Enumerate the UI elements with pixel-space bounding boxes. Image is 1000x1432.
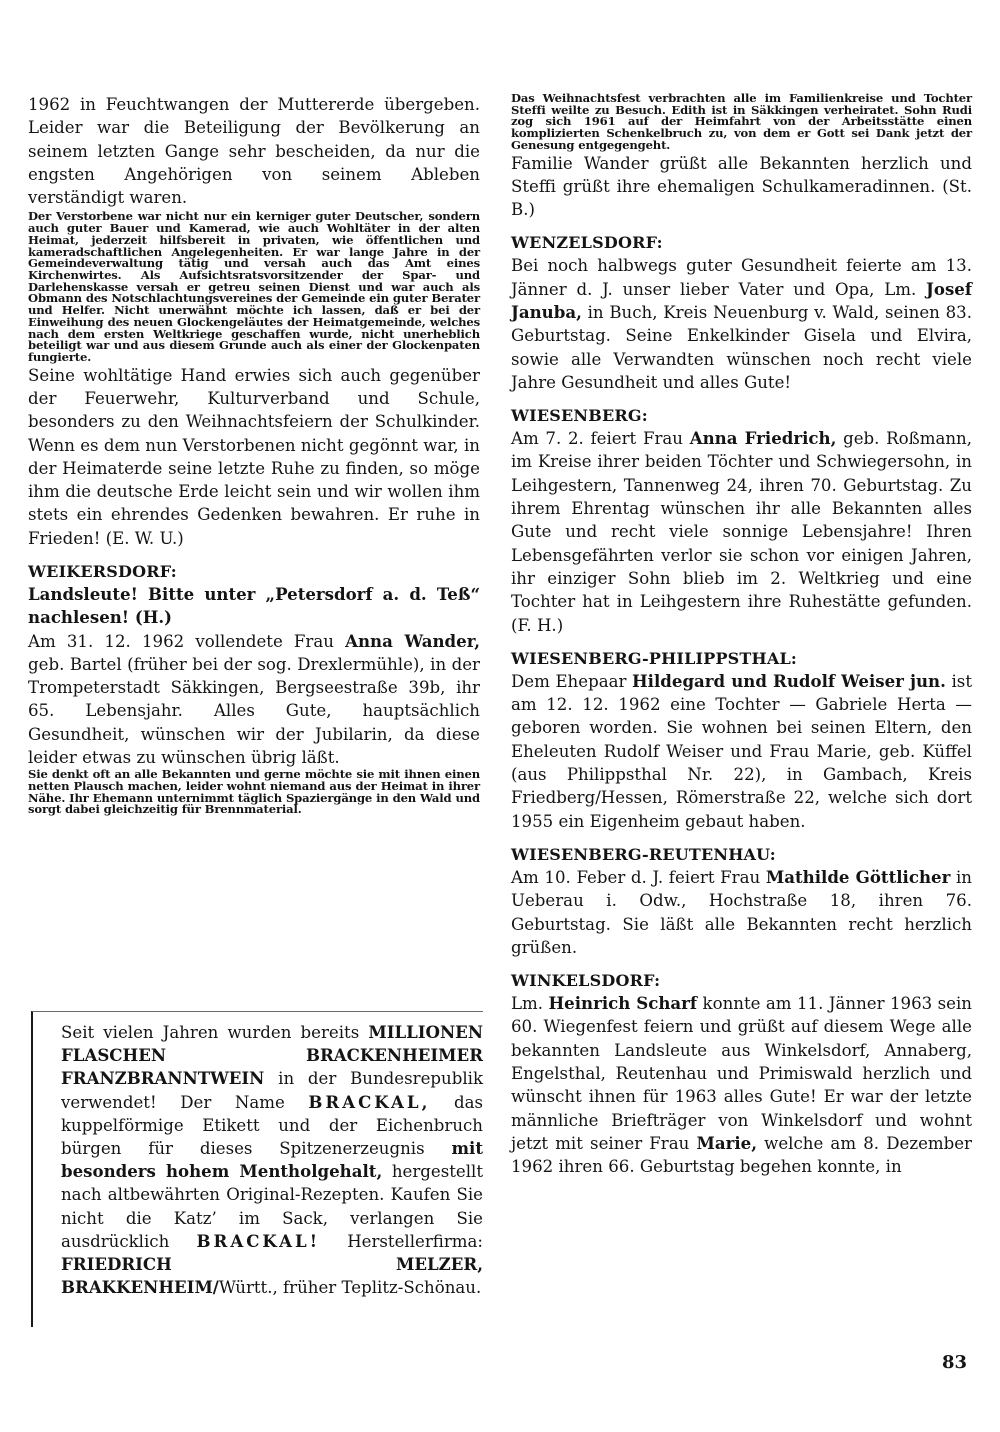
heading-wiesenberg-philippsthal: WIESENBERG-PHILIPPSTHAL: bbox=[511, 648, 798, 668]
ad-manufacturer: FRIEDRICH MELZER, BRAKKENHEIM/ bbox=[61, 1254, 483, 1298]
weikersdorf-paragraph-2: Sie denkt oft an alle Bekannten und gerne möchte sie mit ihnen einen netten Plausch machen, leider wohnt niemand aus der Heimat in ihrer Nähe. Ihr Ehemann unternimmt täglich Spaziergänge in den Wald und sorgt dabei gleichzeitig für Brennmaterial. bbox=[28, 767, 480, 817]
name-mathilde-goettlicher: Mathilde Göttlicher bbox=[765, 866, 951, 887]
name-heinrich-scharf: Heinrich Scharf bbox=[548, 993, 698, 1014]
name-anna-wander: Anna Wander, bbox=[345, 630, 481, 651]
weikersdorf-notice: Landsleute! Bitte unter „Petersdorf a. d. Teß“ nachlesen! (H.) bbox=[28, 584, 480, 628]
obituary-paragraph-3: Seine wohltätige Hand erwies sich auch gegenüber der Feuerwehr, Kulturverband und Schule, besonders zu den Weihnachtsfeiern der Schulkinder. Wenn es dem nun Verstorbenen nicht gegönnt war, in der Heimaterde seine letzte Ruhe zu finden, so möge ihm die deutsche Erde leicht sein und wir wollen ihm stets ein ehrendes Gedenken bewahren. Er ruhe in Frieden! (E. W. U.) bbox=[28, 365, 480, 548]
weikersdorf-paragraph-1: Am 31. 12. 1962 vollendete Frau Anna Wander, geb. Bartel (früher bei der sog. Drexlermühle), in der Trompeterstadt Säkkingen, Bergseestraße 39b, ihr 65. Lebensjahr. Alles Gute, hauptsächlich Gesundheit, wünschen wir der Jubilarin, da diese leider etwas zu wünschen übrig läßt. bbox=[28, 630, 481, 768]
heading-winkelsdorf: WINKELSDORF: bbox=[511, 971, 661, 991]
heading-wiesenberg-reutenhau: WIESENBERG-REUTENHAU: bbox=[511, 844, 776, 864]
name-marie: Marie, bbox=[696, 1132, 757, 1153]
page-number: 83 bbox=[942, 1352, 968, 1373]
name-anna-friedrich: Anna Friedrich, bbox=[689, 428, 837, 449]
wenzelsdorf-paragraph: Bei noch halbwegs guter Gesundheit feierte am 13. Jänner d. J. unser lieber Vater und Opa, Lm. Josef Januba, in Buch, Kreis Neuenburg v. Wald, seinen 83. Geburtstag. Seine Enkelkinder Gisela und Elvira, sowie alle Verwandten wünschen noch recht viele Jahre Gesundheit und alles Gute! bbox=[511, 256, 972, 392]
obituary-paragraph-2: Der Verstorbene war nicht nur ein kerniger guter Deutscher, sondern auch guter Bauer und Kamerad, wie auch Wohltäter in der alten Heimat, jederzeit hilfsbereit in privaten, wie öffentlichen und kameradschaftlichen Angelegenheiten. Er war lange Jahre in der Gemeindeverwaltung tätig und versah auch das Amt eines Kirchenwirtes. Als Aufsichtsratsvorsitzender der Spar- und Darlehenskasse versah er getreu seinen Dienst und war auch als Obmann des Notschlachtungsvereines der Gemeinde ein guter Berater und Helfer. Nicht unerwähnt möchte ich lassen, daß er bei der Einweihung des neuen Glockengeläutes der Heimatgemeinde, welches nach dem ersten Weltkriege geschaffen wurde, nicht unerheblich beteiligt war und aus diesem Grunde auch als einer der Glockenpaten fungierte. bbox=[28, 209, 480, 364]
heading-wiesenberg: WIESENBERG: bbox=[511, 406, 648, 426]
ad-brand-brackal-2: BRACKAL! bbox=[196, 1230, 320, 1251]
right-column bbox=[511, 93, 972, 1179]
wander-greeting-paragraph: Familie Wander grüßt alle Bekannten herzlich und Steffi grüßt ihre ehemaligen Schulkameradinnen. (St. B.) bbox=[511, 153, 972, 220]
winkelsdorf-paragraph: Lm. Heinrich Scharf konnte am 11. Jänner 1963 sein 60. Wiegenfest feiern und grüßt auf diesem Wege alle bekannten Landsleute aus Winkelsdorf, Annaberg, Engelsthal, Reutenhau und Primiswald herzlich und wünscht ihnen für 1963 alles Gute! Er war der letzte männliche Briefträger von Winkelsdorf und wohnt jetzt mit seiner Frau Marie, welche am 8. Dezember 1962 ihren 66. Geburtstag begehen konnte, in bbox=[511, 993, 972, 1177]
advertisement-text: Seit vielen Jahren wurden bereits MILLIONEN FLASCHEN BRACKENHEIMER FRANZBRANNTWEIN in der Bundesrepublik verwendet! Der Name BRACKAL, das kuppelförmige Etikett und der Eichenbruch bürgen für dieses Spitzenerzeugnis mit besonders hohem Mentholgehalt, hergestellt nach altbewährten Original-Rezepten. Kaufen Sie nicht die Katz’ im Sack, verlangen Sie ausdrücklich BRACKAL! Herstellerfirma: FRIEDRICH MELZER, BRAKKENHEIM/Württ., früher Teplitz-Schönau. bbox=[61, 1022, 484, 1298]
wiesenberg-paragraph: Am 7. 2. feiert Frau Anna Friedrich, geb. Roßmann, im Kreise ihrer beiden Töchter und Schwiegersohn, in Leihgestern, Tannenweg 24, ihren 70. Geburtstag. Zu ihrem Ehrentag wünschen ihr alle Bekannten alles Gute und recht viele sonnige Lebensjahre! Ihren Lebensgefährten verlor sie schon vor einigen Jahren, ihr einziger Sohn blieb im 2. Weltkrieg und eine Tochter hat in Leihgestern ihre Ruhestätte gefunden. (F. H.) bbox=[511, 428, 972, 635]
ad-bold-menthol: mit besonders hohem Mentholgehalt, bbox=[61, 1138, 483, 1182]
heading-weikersdorf: WEIKERSDORF: bbox=[28, 562, 177, 581]
heading-wenzelsdorf: WENZELSDORF: bbox=[511, 233, 663, 253]
left-column bbox=[28, 93, 480, 816]
obituary-paragraph-1: 1962 in Feuchtwangen der Muttererde übergeben. Leider war die Beteiligung der Bevölkerung an seinem letzten Gange sehr bescheiden, da nur die engsten Angehörigen von seinem Ableben verständigt waren. bbox=[28, 95, 480, 208]
name-josef-januba: Josef Januba, bbox=[511, 278, 972, 322]
philippsthal-paragraph: Dem Ehepaar Hildegard und Rudolf Weiser jun. ist am 12. 12. 1962 eine Tochter — Gabriele Herta — geboren worden. Sie wohnen bei seinen Eltern, den Eheleuten Rudolf Weiser und Frau Marie, geb. Küffel (aus Philippsthal Nr. 22), in Gambach, Kreis Friedberg/Hessen, Römerstraße 22, welche sich dort 1955 ein Eigenheim gebaut haben. bbox=[511, 670, 972, 831]
reutenhau-paragraph: Am 10. Feber d. J. feiert Frau Mathilde Göttlicher in Ueberau i. Odw., Hochstraße 18, ihren 76. Geburtstag. Sie läßt alle Bekannten recht herzlich grüßen. bbox=[511, 866, 972, 957]
ad-bold-millionen: MILLIONEN FLASCHEN BRACKENHEIMER FRANZBRANNTWEIN bbox=[61, 1022, 483, 1089]
advertisement-box bbox=[31, 1011, 483, 1327]
wander-family-paragraph: Das Weihnachtsfest verbrachten alle im Familienkreise und Tochter Steffi weilte zu Besuch. Edith ist in Säkkingen verheiratet. Sohn Rudi zog sich 1961 auf der Heimfahrt von der Arbeitsstätte einen komplizierten Schenkelbruch zu, von dem er Gott sei Dank jetzt der Genesung entgegengeht. bbox=[511, 91, 972, 152]
name-hildegard-rudolf-weiser: Hildegard und Rudolf Weiser jun. bbox=[632, 670, 946, 691]
ad-brand-brackal: BRACKAL, bbox=[308, 1091, 431, 1112]
